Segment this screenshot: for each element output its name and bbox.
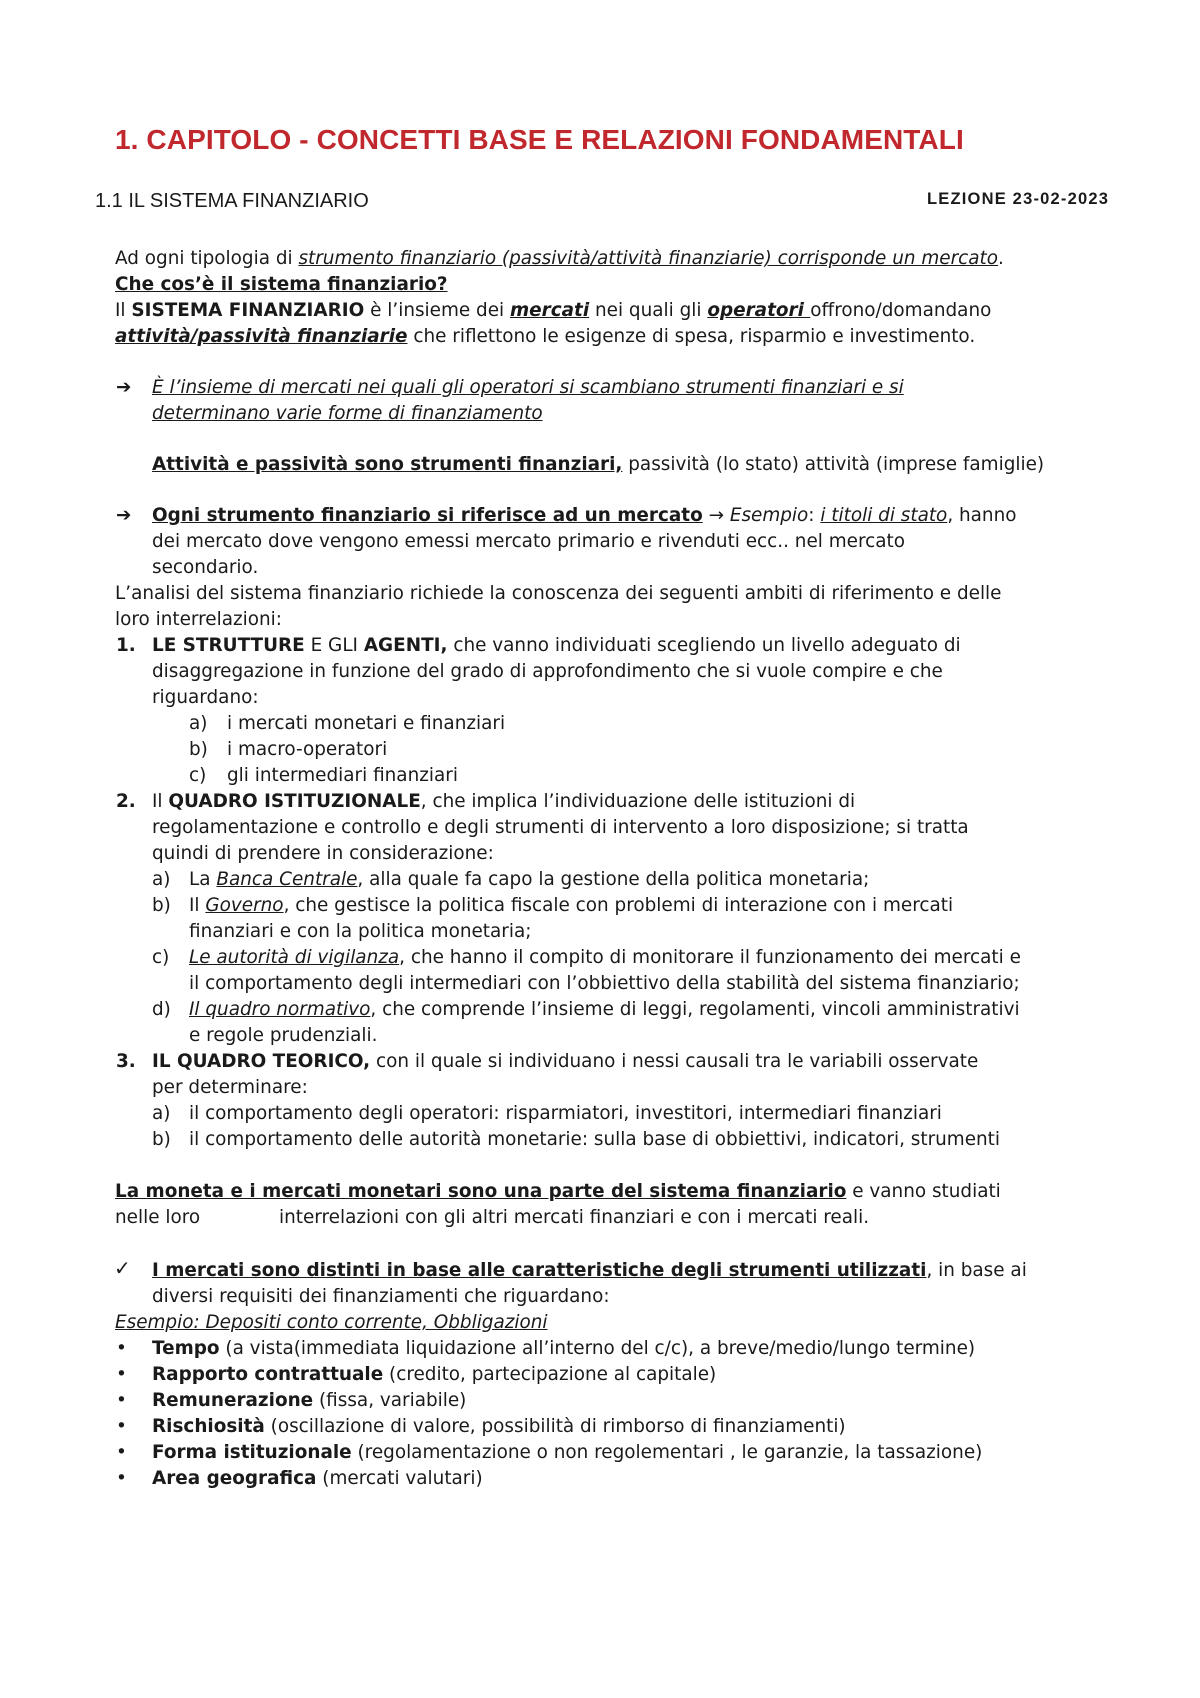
- definition-term: operatori: [707, 300, 811, 321]
- list-text: con il quale si individuano i nessi causali tra le variabili osservate: [370, 1051, 979, 1072]
- lesson-date: LEZIONE 23-02-2023: [927, 190, 1110, 208]
- definition-line: [115, 324, 975, 350]
- bullet-term: Area geografica: [152, 1468, 317, 1489]
- list-number: 2.: [116, 791, 136, 812]
- markets-term: I mercati sono distinti in base alle caratteristiche degli strumenti utilizzati: [152, 1260, 927, 1281]
- intro-text: Ad ogni tipologia di: [115, 248, 299, 269]
- list-text: Il: [152, 791, 169, 812]
- bullet-item: [152, 1414, 846, 1440]
- market-term: Ogni strumento finanziario si riferisce ad un mercato: [152, 505, 703, 526]
- market-example: i titoli di stato: [820, 505, 948, 526]
- sub-letter: a): [152, 869, 171, 890]
- list-number: 1.: [116, 635, 136, 656]
- bullet-icon: •: [116, 1468, 127, 1489]
- money-line: [115, 1179, 1001, 1205]
- sub-item: i macro-operatori: [227, 739, 388, 760]
- sub-letter: d): [152, 999, 171, 1020]
- definition-term: mercati: [510, 300, 590, 321]
- sub-letter: c): [189, 765, 207, 786]
- arrow-note: È l’insieme di mercati nei quali gli operatori si scambiano strumenti finanziari e si: [152, 377, 904, 398]
- sub-item: [189, 945, 1021, 971]
- intro-emphasis: strumento finanziario (passività/attività finanziarie) corrisponde un mercato: [298, 248, 998, 269]
- list-item-text: riguardano:: [152, 687, 259, 708]
- sub-item-text: il comportamento degli intermediari con l’obbiettivo della stabilità del sistema finanziario;: [189, 973, 1020, 994]
- example-line: Esempio: Depositi conto corrente, Obbligazioni: [115, 1312, 548, 1333]
- list-item-text: regolamentazione e controllo e degli strumenti di intervento a loro disposizione; si tratta: [152, 817, 969, 838]
- sub-item-text: e regole prudenziali.: [189, 1025, 378, 1046]
- sub-letter: a): [189, 713, 208, 734]
- list-term: LE STRUTTURE: [152, 635, 305, 656]
- sub-text: , che hanno il compito di monitorare il funzionamento dei mercati e: [399, 947, 1021, 968]
- checkmark-icon: ✓: [114, 1256, 131, 1280]
- definition-text: nei quali gli: [589, 300, 708, 321]
- list-term: QUADRO ISTITUZIONALE: [168, 791, 421, 812]
- bullet-term: Forma istituzionale: [152, 1442, 352, 1463]
- list-text: E GLI: [304, 635, 364, 656]
- sub-item-text: finanziari e con la politica monetaria;: [189, 921, 532, 942]
- bullet-item: [152, 1336, 975, 1362]
- definition-text: è l’insieme dei: [364, 300, 511, 321]
- analysis-line: L’analisi del sistema finanziario richiede la conoscenza dei seguenti ambiti di riferimento e delle: [115, 583, 1002, 604]
- sub-text: , che comprende l’insieme di leggi, regolamenti, vincoli amministrativi: [370, 999, 1020, 1020]
- sub-item: il comportamento degli operatori: risparmiatori, investitori, intermediari finanziari: [189, 1103, 942, 1124]
- definition-term: SISTEMA FINANZIARIO: [131, 300, 365, 321]
- sub-text: , che gestisce la politica fiscale con problemi di interazione con i mercati: [283, 895, 954, 916]
- definition-text: Il: [115, 300, 132, 321]
- bullet-icon: •: [116, 1338, 127, 1359]
- analysis-line: loro interrelazioni:: [115, 609, 282, 630]
- sub-item: i mercati monetari e finanziari: [227, 713, 506, 734]
- sub-term: Le autorità di vigilanza: [189, 947, 400, 968]
- bullet-text: (regolamentazione o non regolementari , le garanzie, la tassazione): [351, 1442, 983, 1463]
- sub-letter: c): [152, 947, 170, 968]
- bullet-term: Tempo: [152, 1338, 220, 1359]
- list-item-text: quindi di prendere in considerazione:: [152, 843, 494, 864]
- arrow-icon: ➔: [116, 505, 132, 526]
- bullet-text: (mercati valutari): [316, 1468, 483, 1489]
- market-line: secondario.: [152, 557, 259, 578]
- arrow-note: determinano varie forme di finanziamento: [152, 403, 543, 424]
- sub-term: Banca Centrale: [216, 869, 358, 890]
- sub-text: La: [189, 869, 217, 890]
- intro-text: .: [997, 248, 1004, 269]
- bullet-term: Rischiosità: [152, 1416, 265, 1437]
- list-term: AGENTI,: [363, 635, 448, 656]
- money-text: interrelazioni con gli altri mercati finanziari e con i mercati reali.: [279, 1207, 870, 1228]
- list-number: 3.: [116, 1051, 136, 1072]
- bullet-text: (a vista(immediata liquidazione all’interno del c/c), a breve/medio/lungo termine): [219, 1338, 976, 1359]
- sub-letter: a): [152, 1103, 171, 1124]
- definition-text: offrono/domandano: [810, 300, 992, 321]
- markets-text: , in base ai: [926, 1260, 1027, 1281]
- market-line: [152, 503, 1017, 529]
- intro-paragraph: [115, 246, 1004, 272]
- list-term: IL QUADRO TEORICO,: [152, 1051, 371, 1072]
- bullet-text: (fissa, variabile): [313, 1390, 467, 1411]
- bullet-term: Rapporto contrattuale: [152, 1364, 384, 1385]
- market-arrow: →: [702, 505, 730, 526]
- sub-letter: b): [189, 739, 208, 760]
- bullet-text: (oscillazione di valore, possibilità di rimborso di finanziamenti): [264, 1416, 846, 1437]
- list-item-text: per determinare:: [152, 1077, 308, 1098]
- market-text: , hanno: [947, 505, 1017, 526]
- bullet-icon: •: [116, 1364, 127, 1385]
- bullet-item: [152, 1388, 466, 1414]
- sub-item: [189, 893, 953, 919]
- sub-text: Il: [189, 895, 206, 916]
- assets-line: [152, 452, 1044, 478]
- chapter-heading: 1. CAPITOLO - CONCETTI BASE E RELAZIONI FONDAMENTALI: [115, 124, 964, 155]
- bullet-term: Remunerazione: [152, 1390, 314, 1411]
- arrow-icon: ➔: [116, 377, 132, 398]
- list-item-text: disaggregazione in funzione del grado di approfondimento che si vuole compire e che: [152, 661, 943, 682]
- markets-text: diversi requisiti dei finanziamenti che riguardano:: [152, 1286, 610, 1307]
- market-example-label: Esempio: [729, 505, 809, 526]
- list-text: , che implica l’individuazione delle istituzioni di: [420, 791, 856, 812]
- bullet-text: (credito, partecipazione al capitale): [383, 1364, 717, 1385]
- sub-term: Il quadro normativo: [189, 999, 371, 1020]
- bullet-icon: •: [116, 1442, 127, 1463]
- sub-item: gli intermediari finanziari: [227, 765, 458, 786]
- sub-term: Governo: [205, 895, 284, 916]
- sub-item: il comportamento delle autorità monetarie: sulla base di obbiettivi, indicatori, strumenti: [189, 1129, 1000, 1150]
- market-line: dei mercato dove vengono emessi mercato primario e rivenduti ecc.. nel mercato: [152, 531, 905, 552]
- bullet-item: [152, 1440, 982, 1466]
- assets-text: passività (lo stato) attività (imprese famiglie): [622, 454, 1045, 475]
- sub-letter: b): [152, 1129, 171, 1150]
- bullet-icon: •: [116, 1390, 127, 1411]
- bullet-item: [152, 1362, 716, 1388]
- bullet-item: [152, 1466, 483, 1492]
- bullet-icon: •: [116, 1416, 127, 1437]
- definition-text: che riflettono le esigenze di spesa, risparmio e investimento.: [407, 326, 976, 347]
- list-text: che vanno individuati scegliendo un livello adeguato di: [447, 635, 961, 656]
- sub-text: , alla quale fa capo la gestione della politica monetaria;: [357, 869, 870, 890]
- list-item: [152, 633, 961, 659]
- money-term: La moneta e i mercati monetari sono una parte del sistema finanziario: [115, 1181, 847, 1202]
- market-text: :: [808, 505, 821, 526]
- assets-term: Attività e passività sono strumenti finanziari,: [152, 454, 623, 475]
- sub-item: [189, 867, 869, 893]
- question-heading: Che cos’è il sistema finanziario?: [115, 274, 448, 295]
- markets-line: [152, 1258, 1027, 1284]
- list-item: [152, 789, 855, 815]
- sub-letter: b): [152, 895, 171, 916]
- list-item: [152, 1049, 978, 1075]
- definition-line: [115, 298, 991, 324]
- money-text: e vanno studiati: [846, 1181, 1001, 1202]
- money-text: nelle loro: [115, 1207, 201, 1228]
- section-title: 1.1 IL SISTEMA FINANZIARIO: [95, 190, 369, 212]
- definition-term: attività/passività finanziarie: [115, 326, 408, 347]
- sub-item: [189, 997, 1020, 1023]
